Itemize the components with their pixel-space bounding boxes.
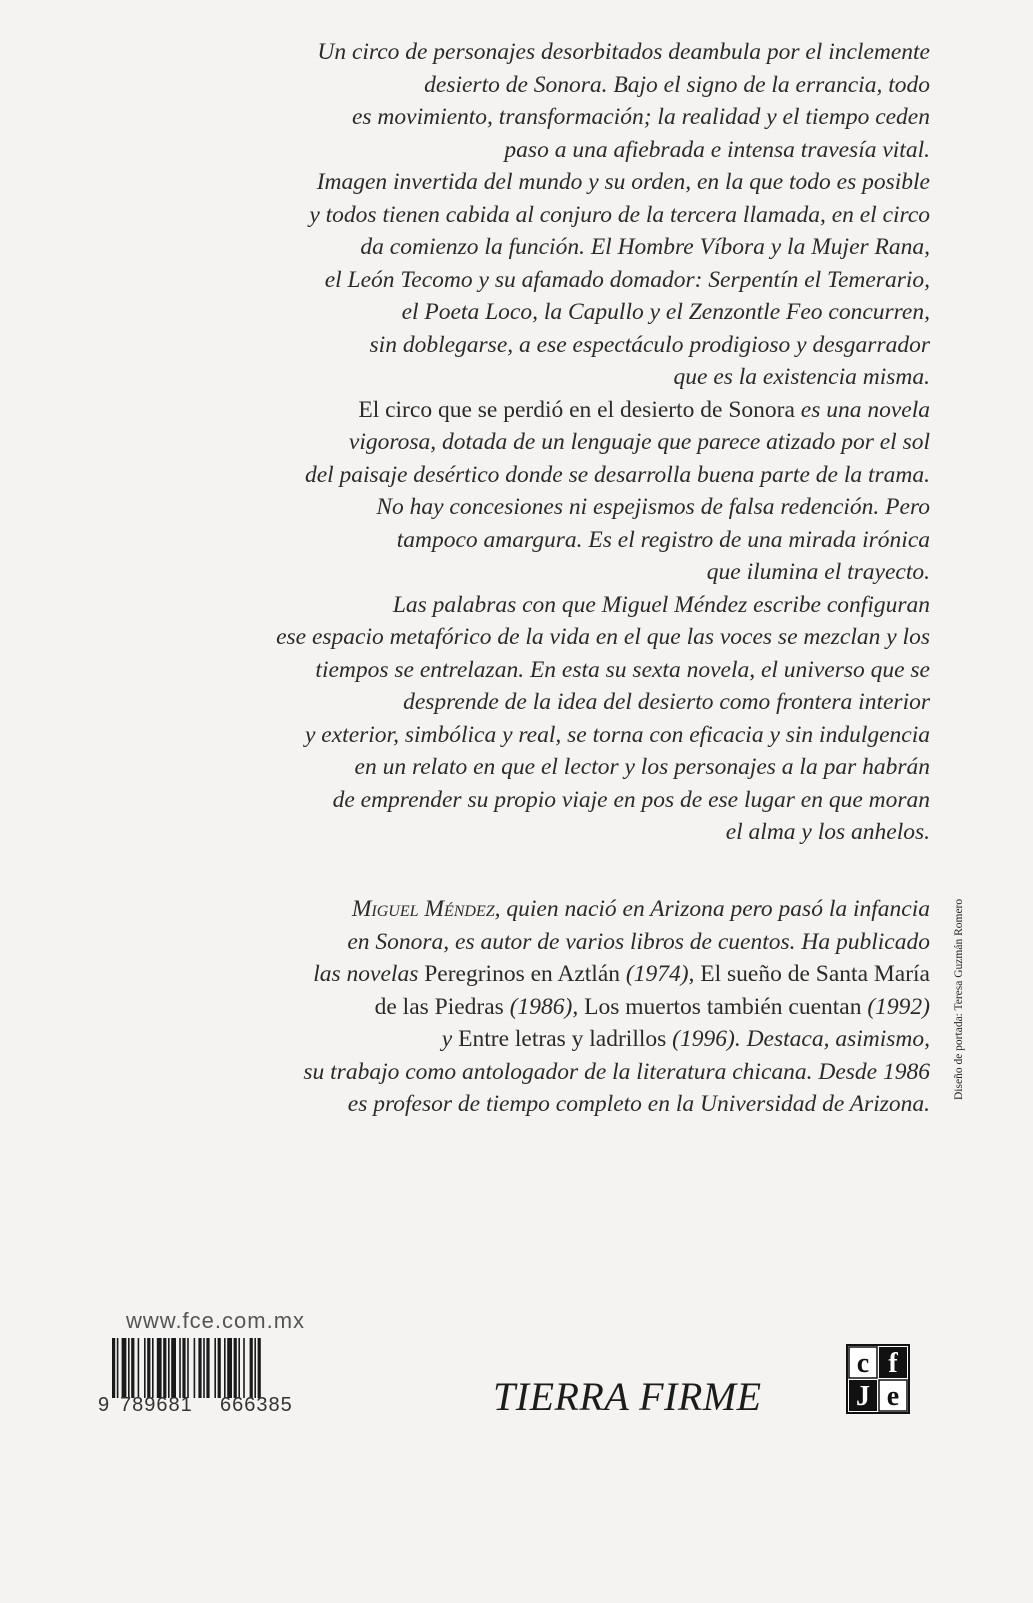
barcode-bar <box>182 1338 185 1398</box>
barcode-bar <box>171 1338 176 1398</box>
author-name: Miguel Méndez <box>351 896 495 922</box>
barcode-bar <box>147 1338 150 1398</box>
blurb-line: sin doblegarse, a ese espectáculo prodigioso y desgarrador <box>369 331 930 358</box>
blurb-line: y todos tienen cabida al conjuro de la tercera llamada, en el circo <box>309 201 930 228</box>
blurb-line: Imagen invertida del mundo y su orden, en la que todo es posible <box>316 169 930 195</box>
blurb-line: es movimiento, transformación; la realidad y el tiempo ceden <box>351 104 930 130</box>
barcode-bar <box>203 1338 205 1398</box>
blurb-line: que ilumina el trayecto. <box>706 559 930 585</box>
barcode-bar <box>144 1338 146 1398</box>
barcode-bar <box>131 1338 134 1398</box>
book-title: Peregrinos en Aztlán <box>424 961 620 987</box>
bio-text: , quien nació en Arizona pero pasó la infancia <box>494 896 930 922</box>
cover-design-credit: Diseño de portada: Teresa Guzmán Romero <box>953 898 965 1100</box>
logo-letter: f <box>888 1348 898 1379</box>
blurb-line: tampoco amargura. Es el registro de una mirada irónica <box>396 526 930 553</box>
bio-text: (1974), <box>620 961 701 987</box>
blurb-line: ese espacio metafórico de la vida en el que las voces se mezclan y los <box>276 624 930 650</box>
barcode-bar <box>194 1338 196 1398</box>
barcode-bar <box>157 1338 162 1398</box>
series-name: TIERRA FIRME <box>493 1374 762 1419</box>
blurb-line: es una novela <box>794 396 930 423</box>
bio-text: su trabajo como antologador de la literatura chicana. Desde 1986 <box>303 1058 930 1085</box>
barcode-bar <box>198 1338 201 1398</box>
bio-text: (1996). Destaca, asimismo, <box>666 1026 930 1052</box>
barcode-bar <box>214 1338 216 1398</box>
barcode-bar <box>163 1338 166 1398</box>
barcode-bar <box>138 1338 140 1398</box>
logo-letter: J <box>856 1381 870 1412</box>
book-title: de las Piedras <box>374 993 504 1020</box>
blurb-line: Un circo de personajes desorbitados deambula por el inclemente <box>317 39 930 65</box>
barcode-bar <box>206 1338 209 1398</box>
blurb-line: tiempos se entrelazan. En esta su sexta novela, el universo que se <box>315 656 930 683</box>
blurb-paragraph-3 <box>150 394 930 589</box>
barcode-bar <box>258 1338 261 1398</box>
blurb-line: de emprender su propio viaje en pos de ese lugar en que moran <box>332 786 930 813</box>
barcode-bar <box>168 1338 170 1398</box>
author-bio <box>150 893 930 1121</box>
blurb-line: vigorosa, dotada de un lenguaje que parece atizado por el sol <box>348 429 930 455</box>
barcode-bar <box>179 1338 181 1398</box>
blurb-line: del paisaje desértico donde se desarrolla buena parte de la trama. <box>304 461 930 488</box>
publisher-url: www.fce.com.mx <box>126 1308 306 1333</box>
blurb-line: desierto de Sonora. Bajo el signo de la errancia, todo <box>424 71 930 98</box>
barcode-digit-group: 9 <box>98 1394 111 1416</box>
blurb-line: da comienzo la función. El Hombre Víbora y la Mujer Rana, <box>360 234 930 260</box>
bio-text: las novelas <box>313 961 425 987</box>
barcode-bar <box>227 1338 232 1398</box>
fce-logo-icon <box>846 1344 910 1414</box>
book-title: El circo que se perdió en el desierto de Sonora <box>358 396 795 423</box>
barcode-bar <box>187 1338 189 1398</box>
barcode-bar <box>224 1338 226 1398</box>
blurb-text <box>150 36 930 849</box>
barcode-bar <box>128 1338 130 1398</box>
blurb-paragraph-2 <box>150 166 930 394</box>
blurb-line: el alma y los anhelos. <box>725 819 930 845</box>
barcode-bar <box>218 1338 221 1398</box>
book-title: El sueño de Santa María <box>700 961 930 987</box>
bio-text: es profesor de tiempo completo en la Universidad de Arizona. <box>347 1091 930 1117</box>
bio-text: en Sonora, es autor de varios libros de cuentos. Ha publicado <box>347 928 930 955</box>
barcode-bar <box>122 1338 127 1398</box>
logo-letter: e <box>886 1381 900 1412</box>
barcode-bar <box>152 1338 154 1398</box>
barcode-digit-group: 666385 <box>220 1394 293 1416</box>
book-title: Los muertos también cuentan <box>584 993 862 1020</box>
blurb-line: Las palabras con que Miguel Méndez escribe configuran <box>392 591 930 618</box>
blurb-line: que es la existencia misma. <box>673 364 930 390</box>
barcode-bar <box>250 1338 253 1398</box>
barcode-bar <box>112 1338 115 1398</box>
blurb-line: y exterior, simbólica y real, se torna con eficacia y sin indulgencia <box>305 721 930 748</box>
bio-text: y <box>441 1026 459 1052</box>
blurb-line: No hay concesiones ni espejismos de falsa redención. Pero <box>376 494 930 520</box>
blurb-paragraph-1 <box>150 36 930 166</box>
barcode-bar <box>117 1338 119 1398</box>
bio-text: (1992) <box>861 993 930 1020</box>
isbn-barcode <box>98 1338 313 1418</box>
barcode-bar <box>243 1338 245 1398</box>
barcode-digit-group: 789681 <box>120 1394 193 1416</box>
blurb-paragraph-4 <box>150 589 930 849</box>
blurb-line: en un relato en que el lector y los personajes a la par habrán <box>354 754 930 780</box>
barcode-bar <box>238 1338 240 1398</box>
blurb-line: desprende de la idea del desierto como frontera interior <box>403 689 930 715</box>
barcode-bar <box>234 1338 237 1398</box>
book-title: Entre letras y ladrillos <box>458 1026 667 1052</box>
blurb-line: el León Tecomo y su afamado domador: Serpentín el Temerario, <box>324 266 930 293</box>
blurb-line: paso a una afiebrada e intensa travesía vital. <box>504 136 930 163</box>
barcode-bars <box>98 1338 313 1400</box>
barcode-bar <box>254 1338 256 1398</box>
blurb-line: el Poeta Loco, la Capullo y el Zenzontle Feo concurren, <box>401 299 930 325</box>
logo-letter: c <box>856 1348 870 1379</box>
bio-text: (1986), <box>503 993 585 1020</box>
